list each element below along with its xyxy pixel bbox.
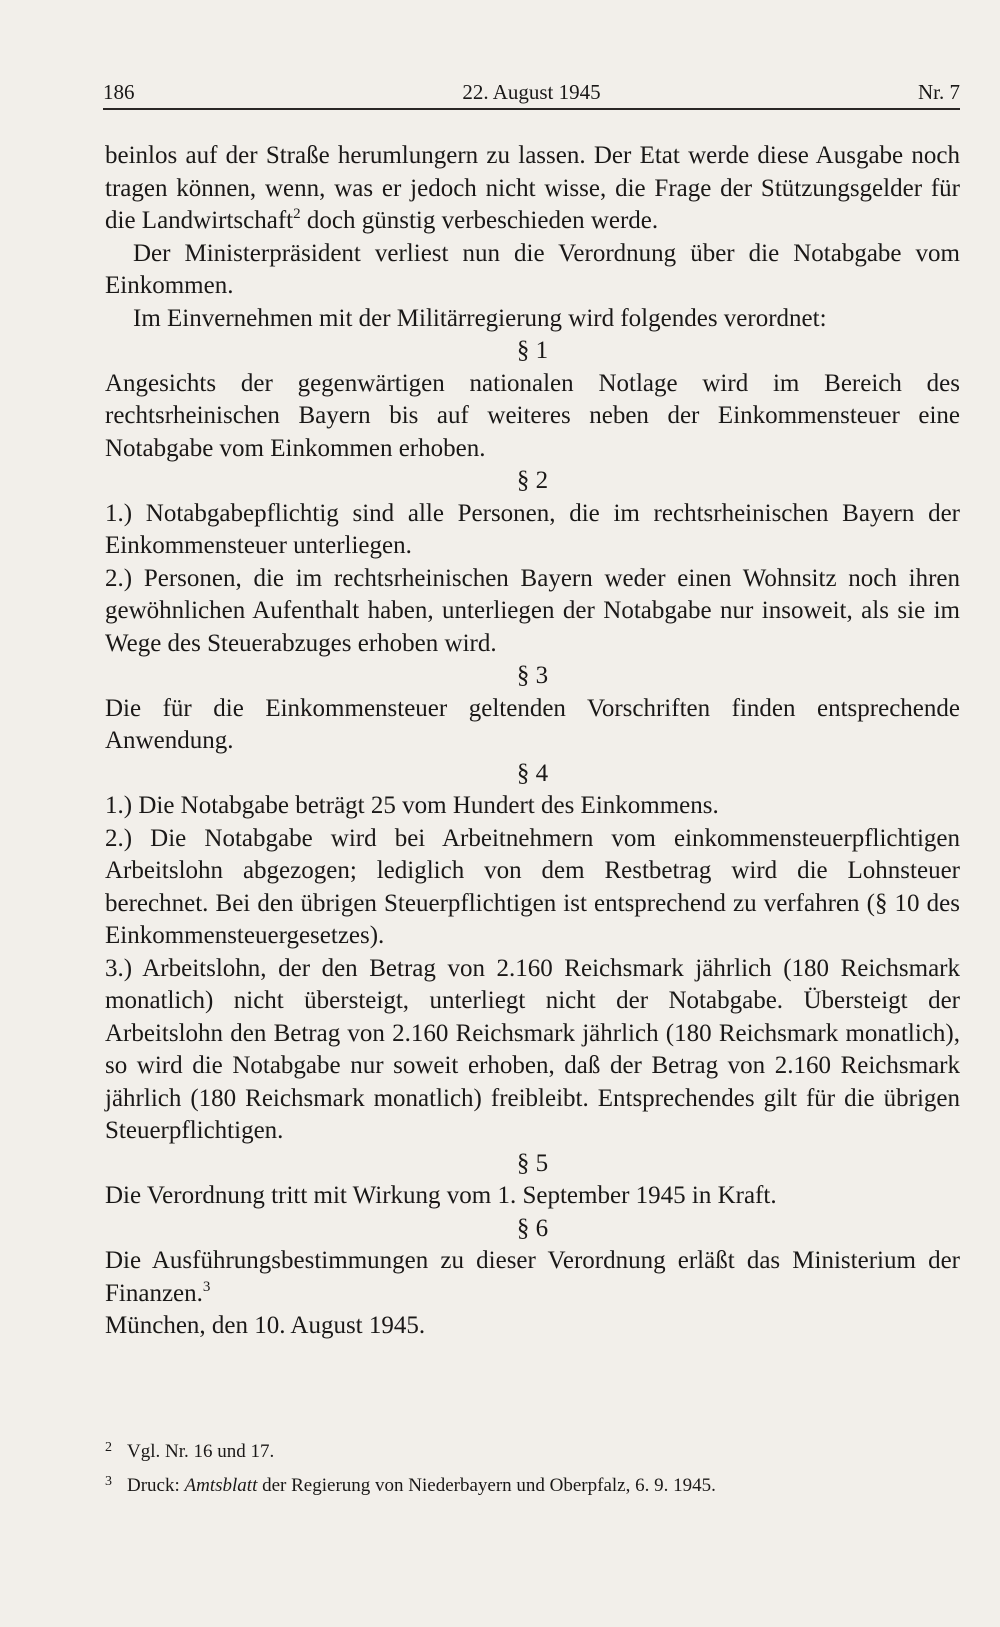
footnote-text: Vgl. Nr. 16 und 17.: [127, 1441, 275, 1462]
paragraph: Angesichts der gegenwärtigen nationalen Notlage wird im Bereich des rechtsrheinischen Bayern bis auf weiteres neben der Einkommensteuer eine Notabgabe vom Einkommen erhoben.: [105, 369, 960, 462]
paragraph: [105, 1245, 960, 1310]
footnote-ref: 2: [293, 206, 301, 222]
page-number: 186: [103, 80, 135, 104]
footnote: [105, 1433, 960, 1467]
section-heading: § 4: [516, 759, 549, 787]
paragraph: 2.) Die Notabgabe wird bei Arbeitnehmern vom einkommensteuerpflichtigen Arbeitslohn abgezogen; lediglich von dem Restbetrag wird die Lohnsteuer berechnet. Bei den übrigen Steuerpflichtigen ist entsprechend zu verfahren (§ 10 des Einkommensteuergesetzes).: [105, 824, 960, 949]
footnote-ref: 3: [202, 1278, 211, 1295]
footnote-mark: 2: [105, 1440, 112, 1455]
paragraph-text: Die Ausführungsbestimmungen zu dieser Verordnung erläßt das Ministerium der Finanzen.: [105, 1247, 960, 1307]
header-issue-number: Nr. 7: [918, 80, 960, 104]
footnote-text: der Regierung von Niederbayern und Oberpfalz, 6. 9. 1945.: [257, 1475, 716, 1496]
paragraph-text: beinlos auf der Straße herumlungern zu lassen. Der Etat werde diese Ausgabe noch tragen können, wenn, was er jedoch nicht wisse, die Frage der Stützungsgelder für die Landwirtschaft: [105, 142, 960, 234]
paragraph: 3.) Arbeitslohn, der den Betrag von 2.160 Reichsmark jährlich (180 Reichsmark monatlich) nicht übersteigt, unterliegt nicht der Notabgabe. Übersteigt der Arbeitslohn den Betrag von 2.160 Reichsmark jährlich (180 Reichsmark monatlich), so wird die Notabgabe nur soweit erhoben, daß der Betrag von 2.160 Reichsmark jährlich (180 Reichsmark monatlich) freibleibt. Entsprechendes gilt für die übrigen Steuerpflichtigen.: [105, 954, 960, 1144]
paragraph: 2.) Personen, die im rechtsrheinischen Bayern weder einen Wohnsitz noch ihren gewöhnlichen Aufenthalt haben, unterliegen der Notabgabe nur insoweit, als sie im Wege des Steuerabzuges erhoben wird.: [105, 564, 960, 657]
main-text: [105, 140, 960, 1343]
footnote-title: Amtsblatt: [184, 1475, 258, 1496]
paragraph: 1.) Die Notabgabe beträgt 25 vom Hundert des Einkommens.: [105, 792, 719, 819]
paragraph: Der Ministerpräsident verliest nun die Verordnung über die Notabgabe vom Einkommen.: [105, 239, 960, 299]
section-heading: § 1: [516, 337, 549, 364]
footnote-mark: 3: [105, 1474, 112, 1489]
section-heading: § 3: [516, 662, 549, 689]
section-heading: § 2: [516, 467, 549, 494]
section-heading: § 5: [516, 1149, 549, 1177]
footnotes: [105, 1433, 960, 1501]
footnote-text: Druck:: [127, 1475, 185, 1496]
paragraph-text: doch günstig verbeschieden werde.: [300, 207, 659, 234]
paragraph: Im Einvernehmen mit der Militärregierung wird folgendes verordnet:: [133, 304, 827, 332]
paragraph: Die Verordnung tritt mit Wirkung vom 1. September 1945 in Kraft.: [105, 1182, 777, 1209]
footnote: [105, 1467, 960, 1501]
paragraph: Die für die Einkommensteuer geltenden Vorschriften finden entsprechende Anwendung.: [105, 694, 960, 754]
paragraph: 1.) Notabgabepflichtig sind alle Personen, die im rechtsrheinischen Bayern der Einkommensteuer unterliegen.: [105, 499, 960, 559]
running-header: [103, 74, 960, 110]
closing-line: München, den 10. August 1945.: [105, 1312, 426, 1339]
paragraph-continuation: [105, 140, 960, 238]
header-date: 22. August 1945: [462, 80, 601, 104]
section-heading: § 6: [516, 1214, 549, 1242]
